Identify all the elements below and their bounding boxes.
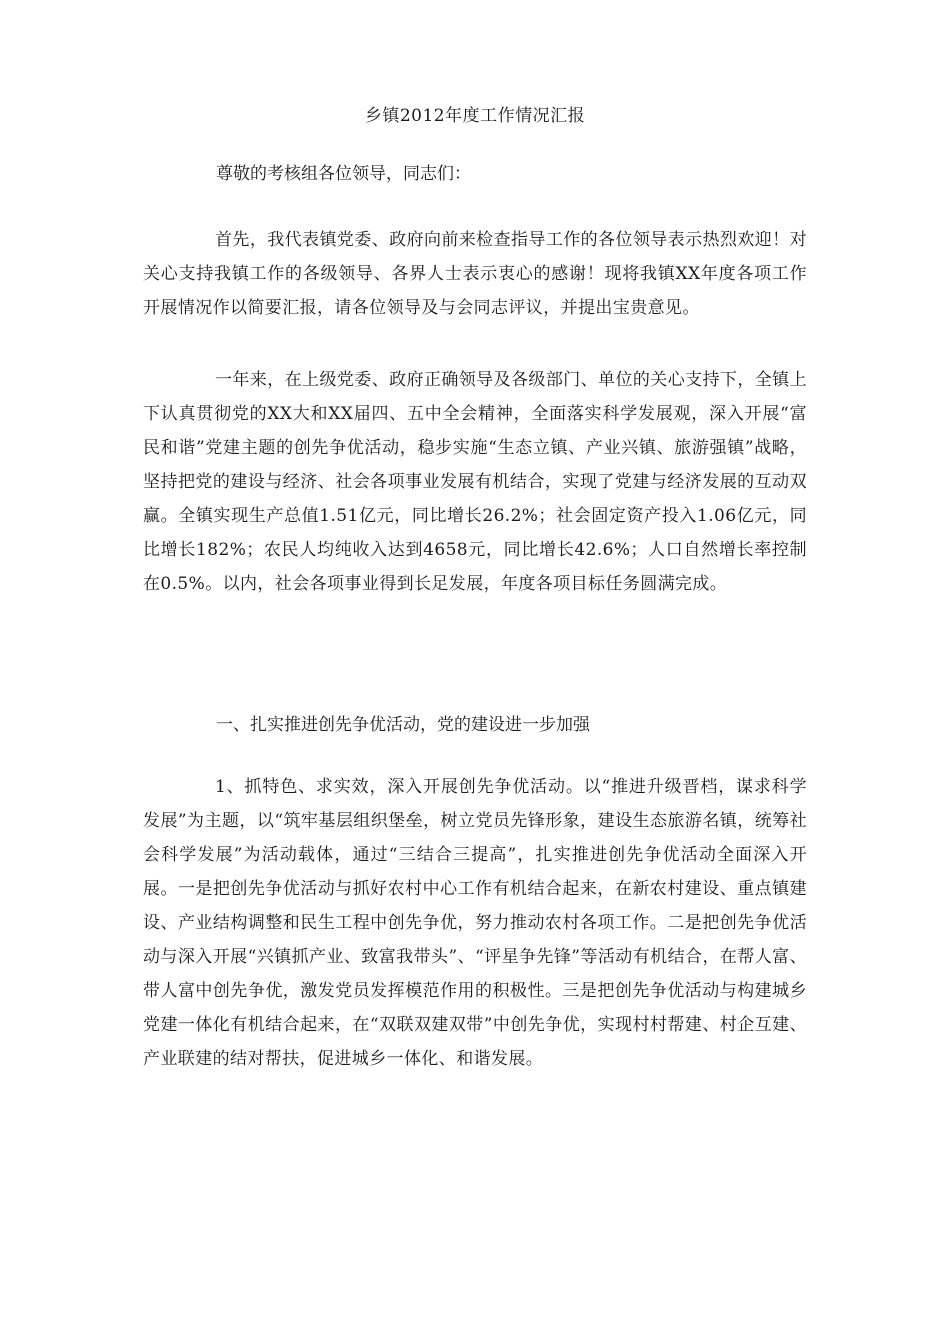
document-title: 乡镇2012年度工作情况汇报 xyxy=(364,106,586,126)
paragraph-opening: 首先，我代表镇党委、政府向前来检查指导工作的各位领导表示热烈欢迎！对关心支持我镇工作的各级领导、各界人士表示衷心的感谢！现将我镇XX年度各项工作开展情况作以简要汇报，请各位领导及与会同志评议，并提出宝贵意见。 xyxy=(143,230,807,318)
paragraph-section-1: 1、抓特色、求实效，深入开展创先争优活动。以“推进升级晋档，谋求科学发展”为主题，以“筑牢基层组织堡垒，树立党员先锋形象，建设生态旅游名镇，统筹社会科学发展”为活动载体，通过“三结合三提高”，扎实推进创先争优活动全面深入开展。一是把创先争优活动与抓好农村中心工作有机结合起来，在新农村建设、重点镇建设、产业结构调整和民生工程中创先争优，努力推动农村各项工作。二是把创先争优活动与深入开展“兴镇抓产业、致富我带头”、“评星争先锋”等活动有机结合，在帮人富、带人富中创先争优，激发党员发挥模范作用的积极性。三是把创先争优活动与构建城乡党建一体化有机结合起来，在“双联双建双带”中创先争优，实现村村帮建、村企互建、产业联建的结对帮扶，促进城乡一体化、和谐发展。 xyxy=(143,777,807,1069)
section-heading: 一、扎实推进创先争优活动，党的建设进一步加强 xyxy=(216,715,590,735)
salutation: 尊敬的考核组各位领导，同志们： xyxy=(216,164,471,184)
paragraph-summary: 一年来，在上级党委、政府正确领导及各级部门、单位的关心支持下，全镇上下认真贯彻党的XX大和XX届四、五中全会精神，全面落实科学发展观，深入开展“富民和谐”党建主题的创先争优活动，稳步实施“生态立镇、产业兴镇、旅游强镇”战略，坚持把党的建设与经济、社会各项事业发展有机结合，实现了党建与经济发展的互动双赢。全镇实现生产总值1.51亿元，同比增长26.2%；社会固定资产投入1.06亿元，同比增长182%；农民人均纯收入达到4658元，同比增长42.6%；人口自然增长率控制在0.5%。以内，社会各项事业得到长足发展，年度各项目标任务圆满完成。 xyxy=(143,370,807,594)
